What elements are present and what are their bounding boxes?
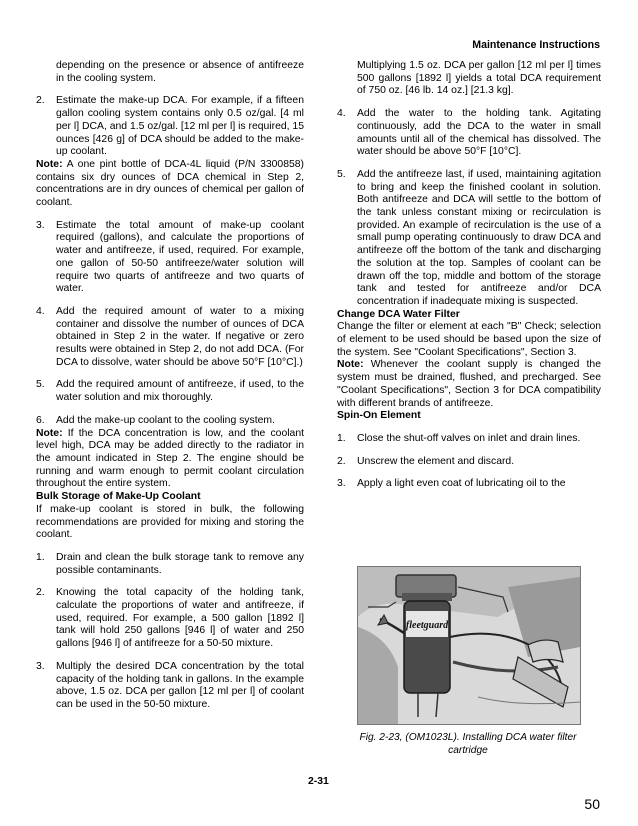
step-2 bbox=[36, 95, 304, 159]
bulk-step-1 bbox=[36, 552, 304, 577]
change-filter-heading: Change DCA Water Filter bbox=[337, 308, 460, 320]
note-dca-liquid bbox=[36, 159, 304, 210]
step-text: Add the required amount of water to a mixing container and dissolve the number of ounces of DCA obtained in Step 2 in the water. If negative or zero results were obtained in Step 2, do not add DCA. (For DCA to dissolve, water should be above 50°F [10°C].) bbox=[56, 305, 304, 368]
step-number: 2. bbox=[36, 95, 45, 107]
step-text: Add the make-up coolant to the cooling system. bbox=[56, 414, 275, 426]
step-5 bbox=[36, 379, 304, 404]
step-3 bbox=[36, 220, 304, 296]
note-coolant-change bbox=[337, 359, 601, 410]
note-label: Note: bbox=[36, 158, 63, 170]
filter-installation-photo bbox=[357, 566, 581, 725]
step-4 bbox=[36, 306, 304, 370]
step-text: Add the required amount of antifreeze, if used, to the water solution and mix thoroughly. bbox=[56, 379, 304, 404]
note-text: If the DCA concentration is low, and the coolant level high, DCA may be added directly to the radiator in the amount indicated in Step 2. The engine should be running and warm enough to permit coolant circulation throughout the entire system. bbox=[36, 427, 304, 490]
filter-photo-illustration bbox=[358, 567, 580, 724]
left-column bbox=[36, 60, 304, 712]
step-text: Estimate the total amount of make-up coolant required (gallons), and calculate the proportions of water and antifreeze, if used, required. For example, one gallon of 50-50 antifreeze/water solution will require two quarts of antifreeze and two quarts of water. bbox=[56, 219, 304, 295]
step-text: Drain and clean the bulk storage tank to remove any possible contaminants. bbox=[56, 551, 304, 576]
step-number: 2. bbox=[36, 587, 45, 599]
bulk-step-2 bbox=[36, 587, 304, 651]
spin-step-1 bbox=[337, 433, 601, 446]
bulk-step-4 bbox=[337, 108, 601, 159]
note-text: Whenever the coolant supply is changed the system must be drained, flushed, and precharged. See "Coolant Specifications", Section 3 for DCA compatibility with different brands of antifreeze. bbox=[337, 359, 601, 409]
step-number: 3. bbox=[36, 219, 45, 231]
figure-caption: Fig. 2-23, (OM1023L). Installing DCA water filter cartridge bbox=[359, 732, 577, 756]
step-number: 2. bbox=[337, 455, 346, 467]
bulk-step-3-continuation: Multiplying 1.5 oz. DCA per gallon [12 ml per l] times 500 gallons [1892 l] yields a total DCA requirement of 750 oz. [46 lb. 14 oz.] [21.3 kg]. bbox=[357, 60, 601, 97]
note-label: Note: bbox=[36, 427, 63, 439]
step-number: 1. bbox=[337, 432, 346, 444]
note-dca-low bbox=[36, 428, 304, 492]
step-text: Add the antifreeze last, if used, maintaining agitation to bring and keep the finished coolant in solution. Both antifreeze and DCA will settle to the bottom of the tank unless constant mixing or recirculation is provided. An example of recirculation is the use of a small pump operating continuously to draw DCA and antifreeze off the bottom of the tank and discharging the solution at the top. Samples of coolant can be drawn off the top, middle and bottom of the storage tank and tested for antifreeze and/or DCA concentration if inadequate mixing is suspected. bbox=[357, 168, 601, 307]
step-text: Close the shut-off valves on inlet and drain lines. bbox=[357, 432, 581, 444]
step-number: 3. bbox=[36, 660, 45, 672]
page-number: 2-31 bbox=[308, 776, 329, 787]
step-text: Multiply the desired DCA concentration by the total capacity of the holding tank in gallons. In the example above, 1.5 oz. DCA per gallon [12 ml per l] of coolant can be used in the 50-50 mixture. bbox=[56, 660, 304, 710]
bulk-intro: If make-up coolant is stored in bulk, the following recommendations are provided for mixing and storing the coolant. bbox=[36, 503, 304, 541]
step-text: Unscrew the element and discard. bbox=[357, 455, 515, 467]
bulk-step-5 bbox=[337, 169, 601, 309]
step-text: Add the water to the holding tank. Agitating continuously, add the DCA to the water in small amounts until all of the chemical has dissolved. The water should be above 50°F [10°C]. bbox=[357, 108, 601, 158]
bulk-storage-heading: Bulk Storage of Make-Up Coolant bbox=[36, 491, 201, 503]
note-text: A one pint bottle of DCA-4L liquid (P/N 3300858) contains six dry ounces of DCA chemical in Step 2, concentrations are in dry ounces of chemical per gallon of coolant. bbox=[36, 158, 304, 209]
change-filter-text: Change the filter or element at each "B" Check; selection of element to be used should be based upon the size of the system. See "Coolant Specifications", Section 3. bbox=[337, 321, 601, 358]
step-number: 5. bbox=[36, 379, 45, 391]
sheet-number: 50 bbox=[584, 796, 600, 812]
spin-step-2 bbox=[337, 456, 601, 469]
right-column bbox=[337, 60, 601, 491]
step-text: Apply a light even coat of lubricating oil to the bbox=[357, 478, 566, 490]
step-number: 4. bbox=[337, 108, 346, 120]
step-6 bbox=[36, 415, 304, 428]
step-text: Knowing the total capacity of the holding tank, calculate the proportions of water and antifreeze, if used, required. For example, a 500 gallon [1892 l] tank will hold 250 gallons [946 l] of water and 250 gallons [946 l] of antifreeze for a 50-50 mixture. bbox=[56, 587, 304, 650]
step-number: 4. bbox=[36, 305, 45, 317]
spin-on-heading: Spin-On Element bbox=[337, 410, 421, 422]
step-number: 1. bbox=[36, 551, 45, 563]
note-label: Note: bbox=[337, 359, 364, 371]
spin-step-3 bbox=[337, 478, 601, 491]
running-header: Maintenance Instructions bbox=[472, 39, 600, 51]
bulk-step-3 bbox=[36, 661, 304, 712]
step-number: 6. bbox=[36, 414, 45, 426]
step-number: 5. bbox=[337, 168, 346, 180]
step-number: 3. bbox=[337, 478, 346, 490]
step-text: Estimate the make-up DCA. For example, if a fifteen gallon cooling system contains only 0.5 oz/gal. [4 ml per l] DCA, and 1.5 oz/gal. [12 ml per l] is required, 15 ounces [426 g] of DCA should be added to the make-up coolant. bbox=[56, 95, 304, 158]
filter-brand-logo: fleetguard bbox=[405, 620, 449, 631]
intro-continuation: depending on the presence or absence of antifreeze in the cooling system. bbox=[56, 60, 304, 84]
